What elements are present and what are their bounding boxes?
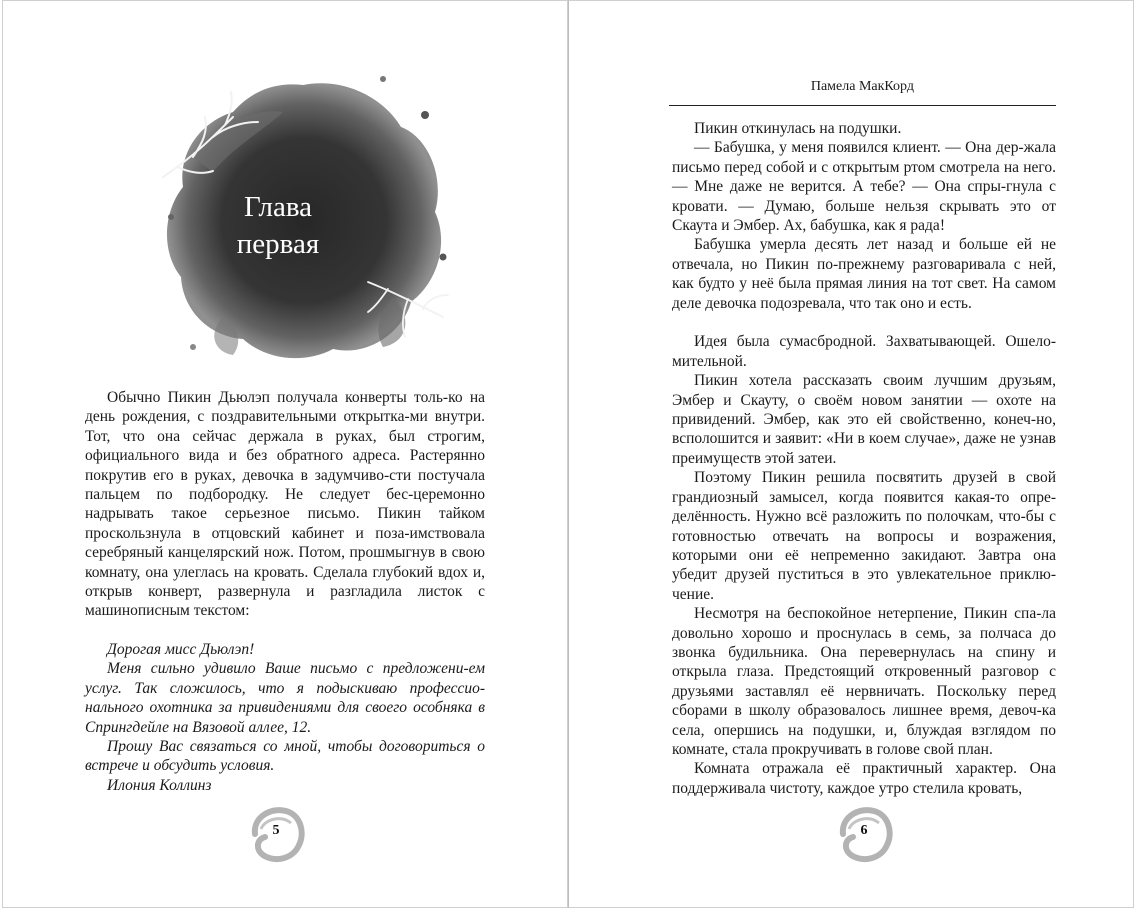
chapter-title-line-1: Глава bbox=[243, 191, 313, 223]
letter-block bbox=[85, 640, 485, 795]
chapter-title-line-2: первая bbox=[236, 228, 320, 260]
paragraph: Идея была сумасбродной. Захватывающей. Ошело-мительной. bbox=[672, 333, 1056, 370]
letter-salutation: Дорогая мисс Дьюлэп! bbox=[107, 640, 255, 658]
paragraph: Обычно Пикин Дьюлэп получала конверты толь-ко на день рождения, с поздравительными открытка-ми внутри. Тот, что она сейчас держала в руках, был строгим, официального вида и без обратного адреса. Растерянно покрутив его в руках, девочка в задумчиво-сти постучала пальцем по подбородку. Не следует бес-церемонно надрывать такое серьезное письмо. Пикин тайком проскользнула в отцовский кабинет и поза-имствовала серебряный канцелярский нож. Потом, прошмыгнув в свою комнату, она улеглась на кровать. Сделала глубокий вдох и, открыв конверт, развернула и разгладила листок с машинописным текстом: bbox=[85, 389, 485, 620]
paragraph: Комната отражала её практичный характер. Она поддерживала чистоту, каждое утро стелила кровать, bbox=[672, 760, 1056, 797]
page-number-badge bbox=[241, 799, 311, 869]
right-page-body bbox=[672, 119, 1056, 798]
paragraph: — Бабушка, у меня появился клиент. — Она дер-жала письмо перед собой и с открытым ртом смотрела на него. — Мне даже не верится. А тебе? — Она спры-гнула с кровати. — Думаю, больше нельзя скрывать это от Скаута и Эмбер. Ах, бабушка, как я рада! bbox=[672, 139, 1056, 235]
letter-signature: Илония Коллинз bbox=[107, 776, 212, 794]
paragraph: Поэтому Пикин решила посвятить друзей в свой грандиозный замысел, когда появится какая-то опре-делённость. Нужно всё разложить по полочкам, что-бы с готовностью отвечать на вопросы и возражения, которыми они её непременно закидают. Завтра она убедит друзей пуститься в это увлекательное приклю-чение. bbox=[672, 469, 1056, 603]
paragraph: Бабушка умерла десять лет назад и больше ей не отвечала, но Пикин по-прежнему разговаривала с ней, как будто у неё была прямая линия на тот свет. На самом деле девочка подозревала, что так оно и есть. bbox=[672, 236, 1056, 312]
header-rule bbox=[669, 105, 1056, 106]
page-number: 6 bbox=[860, 823, 868, 838]
paragraph: Пикин откинулась на подушки. bbox=[694, 120, 902, 137]
paragraph: Несмотря на беспокойное нетерпение, Пикин спа-ла довольно хорошо и проснулась в семь, за полчаса до звонка будильника. Она перевернулась на спину и открыла глаза. Предстоящий откровенный разговор с друзьями заставлял её нервничать. Поскольку перед сборами в школу образовалось лишнее время, девоч-ка села, опершись на подушки, и, блуждая взглядом по комнате, стала прокручивать в голове свой план. bbox=[672, 605, 1056, 758]
running-head-author: Памела МакКорд bbox=[810, 79, 914, 94]
page-number-badge bbox=[829, 799, 899, 869]
letter-paragraph: Меня сильно удивило Ваше письмо с предложени-ем услуг. Так сложилось, что я подыскиваю профессио-нального охотника за привидениями для своего особняка в Спрингдейле на Вязовой аллее, 12. bbox=[85, 660, 485, 736]
right-page bbox=[568, 0, 1134, 908]
left-page bbox=[2, 0, 568, 908]
page-number: 5 bbox=[272, 823, 280, 838]
letter-paragraph: Прошу Вас связаться со мной, чтобы договориться о встрече и обсудить условия. bbox=[85, 737, 485, 775]
paragraph: Пикин хотела рассказать своим лучшим друзьям, Эмбер и Скауту, о своём новом занятии — охоте на привидений. Эмбер, как это ей свойственно, конеч-но, всполошится и заявит: «Ни в коем случае», даже не узнав преимуществ этой затеи. bbox=[672, 372, 1056, 467]
left-page-body bbox=[85, 388, 485, 795]
chapter-title bbox=[203, 189, 353, 263]
